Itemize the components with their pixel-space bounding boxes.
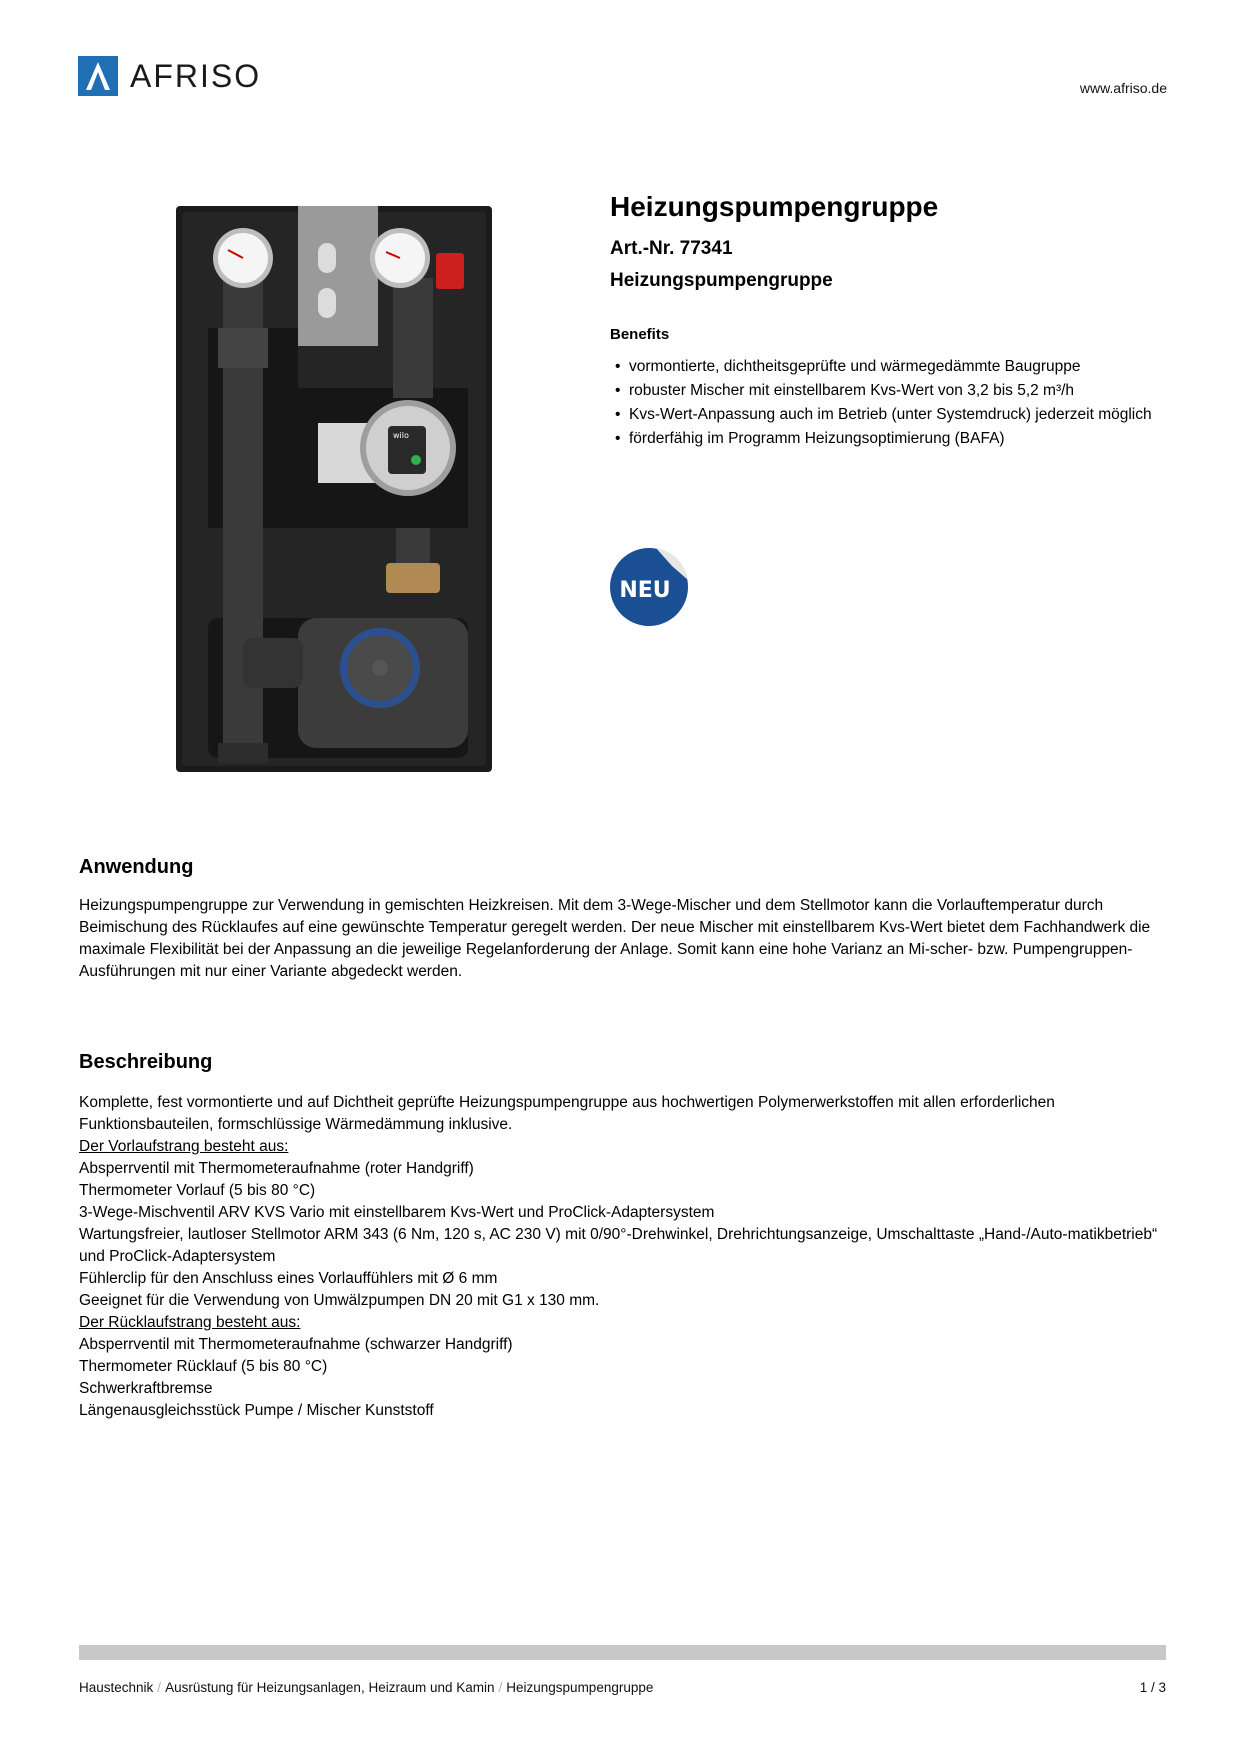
- breadcrumb-item[interactable]: Haustechnik: [79, 1680, 154, 1695]
- section-beschreibung: [79, 1051, 1169, 1422]
- ruecklauf-item: Schwerkraftbremse: [79, 1380, 213, 1397]
- benefits-list: [610, 357, 1170, 448]
- anwendung-heading: Anwendung: [79, 856, 194, 878]
- afriso-logo-icon: [78, 56, 118, 96]
- vorlauf-heading: Der Vorlaufstrang besteht aus:: [79, 1138, 289, 1155]
- benefit-item: • Kvs-Wert-Anpassung auch im Betrieb (unter Systemdruck) jederzeit möglich: [610, 405, 1170, 424]
- brand-name: AFRISO: [130, 57, 262, 94]
- product-subtitle: Heizungspumpengruppe: [610, 270, 833, 291]
- product-info: [610, 190, 1170, 453]
- breadcrumb-item[interactable]: Ausrüstung für Heizungsanlagen, Heizraum und Kamin: [165, 1680, 495, 1695]
- new-badge-label: NEU: [619, 578, 671, 603]
- beschreibung-heading: Beschreibung: [79, 1051, 213, 1073]
- beschreibung-intro: Komplette, fest vormontierte und auf Dichtheit geprüfte Heizungspumpengruppe aus hochwertigen Polymerwerkstoffen mit allen erforderlichen Funktionsbauteilen, formschlüssige Wärmedämmung inklusive.: [79, 1094, 1055, 1133]
- page-number: 1 / 3: [1139, 1680, 1166, 1695]
- breadcrumb: [79, 1680, 653, 1695]
- footer: [79, 1680, 1166, 1695]
- pump-label: wilo: [393, 431, 409, 440]
- footer-divider: [79, 1645, 1166, 1660]
- vorlauf-item: Wartungsfreier, lautloser Stellmotor ARM 343 (6 Nm, 120 s, AC 230 V) mit 0/90°-Drehwinkel, Drehrichtungsanzeige, Umschalttaste „Hand-/Auto-matikbetrieb“ und ProClick-Adaptersystem: [79, 1226, 1158, 1265]
- breadcrumb-separator: /: [498, 1680, 503, 1695]
- vorlauf-item: Geeignet für die Verwendung von Umwälzpumpen DN 20 mit G1 x 130 mm.: [79, 1292, 600, 1309]
- ruecklauf-item: Absperrventil mit Thermometeraufnahme (schwarzer Handgriff): [79, 1336, 513, 1353]
- beschreibung-body: [79, 1092, 1169, 1422]
- article-number: Art.-Nr. 77341: [610, 238, 733, 259]
- product-image: [168, 198, 500, 780]
- vorlauf-item: Thermometer Vorlauf (5 bis 80 °C): [79, 1182, 316, 1199]
- vorlauf-item: 3-Wege-Mischventil ARV KVS Vario mit einstellbarem Kvs-Wert und ProClick-Adaptersystem: [79, 1204, 715, 1221]
- brand-logo: [78, 55, 308, 97]
- benefit-item: • förderfähig im Programm Heizungsoptimierung (BAFA): [610, 429, 1170, 448]
- website-url[interactable]: www.afriso.de: [1079, 80, 1167, 96]
- ruecklauf-heading: Der Rücklaufstrang besteht aus:: [79, 1314, 301, 1331]
- breadcrumb-item[interactable]: Heizungspumpengruppe: [506, 1680, 654, 1695]
- ruecklauf-item: Thermometer Rücklauf (5 bis 80 °C): [79, 1358, 328, 1375]
- vorlauf-item: Absperrventil mit Thermometeraufnahme (roter Handgriff): [79, 1160, 474, 1177]
- product-title: Heizungspumpengruppe: [610, 191, 939, 222]
- benefits-heading: Benefits: [610, 326, 670, 343]
- breadcrumb-separator: /: [157, 1680, 162, 1695]
- new-badge: [608, 544, 690, 626]
- vorlauf-item: Fühlerclip für den Anschluss eines Vorlauffühlers mit Ø 6 mm: [79, 1270, 498, 1287]
- benefit-item: • vormontierte, dichtheitsgeprüfte und wärmegedämmte Baugruppe: [610, 357, 1170, 376]
- section-anwendung: [79, 856, 1169, 983]
- benefit-item: • robuster Mischer mit einstellbarem Kvs-Wert von 3,2 bis 5,2 m³/h: [610, 381, 1170, 400]
- anwendung-text: Heizungspumpengruppe zur Verwendung in gemischten Heizkreisen. Mit dem 3-Wege-Mischer und dem Stellmotor kann die Vorlauftemperatur durch Beimischung des Rücklaufes auf eine gewünschte Temperatur geregelt werden. Der neue Mischer mit einstellbarem Kvs-Wert bietet dem Fachhandwerk die maximale Flexibilität bei der Anpassung an die jeweilige Regelanforderung der Anlage. Somit kann eine hohe Varianz an Mi-scher- bzw. Pumpengruppen-Ausführungen mit nur einer Variante abgedeckt werden.: [79, 897, 1151, 980]
- ruecklauf-item: Längenausgleichsstück Pumpe / Mischer Kunststoff: [79, 1402, 434, 1419]
